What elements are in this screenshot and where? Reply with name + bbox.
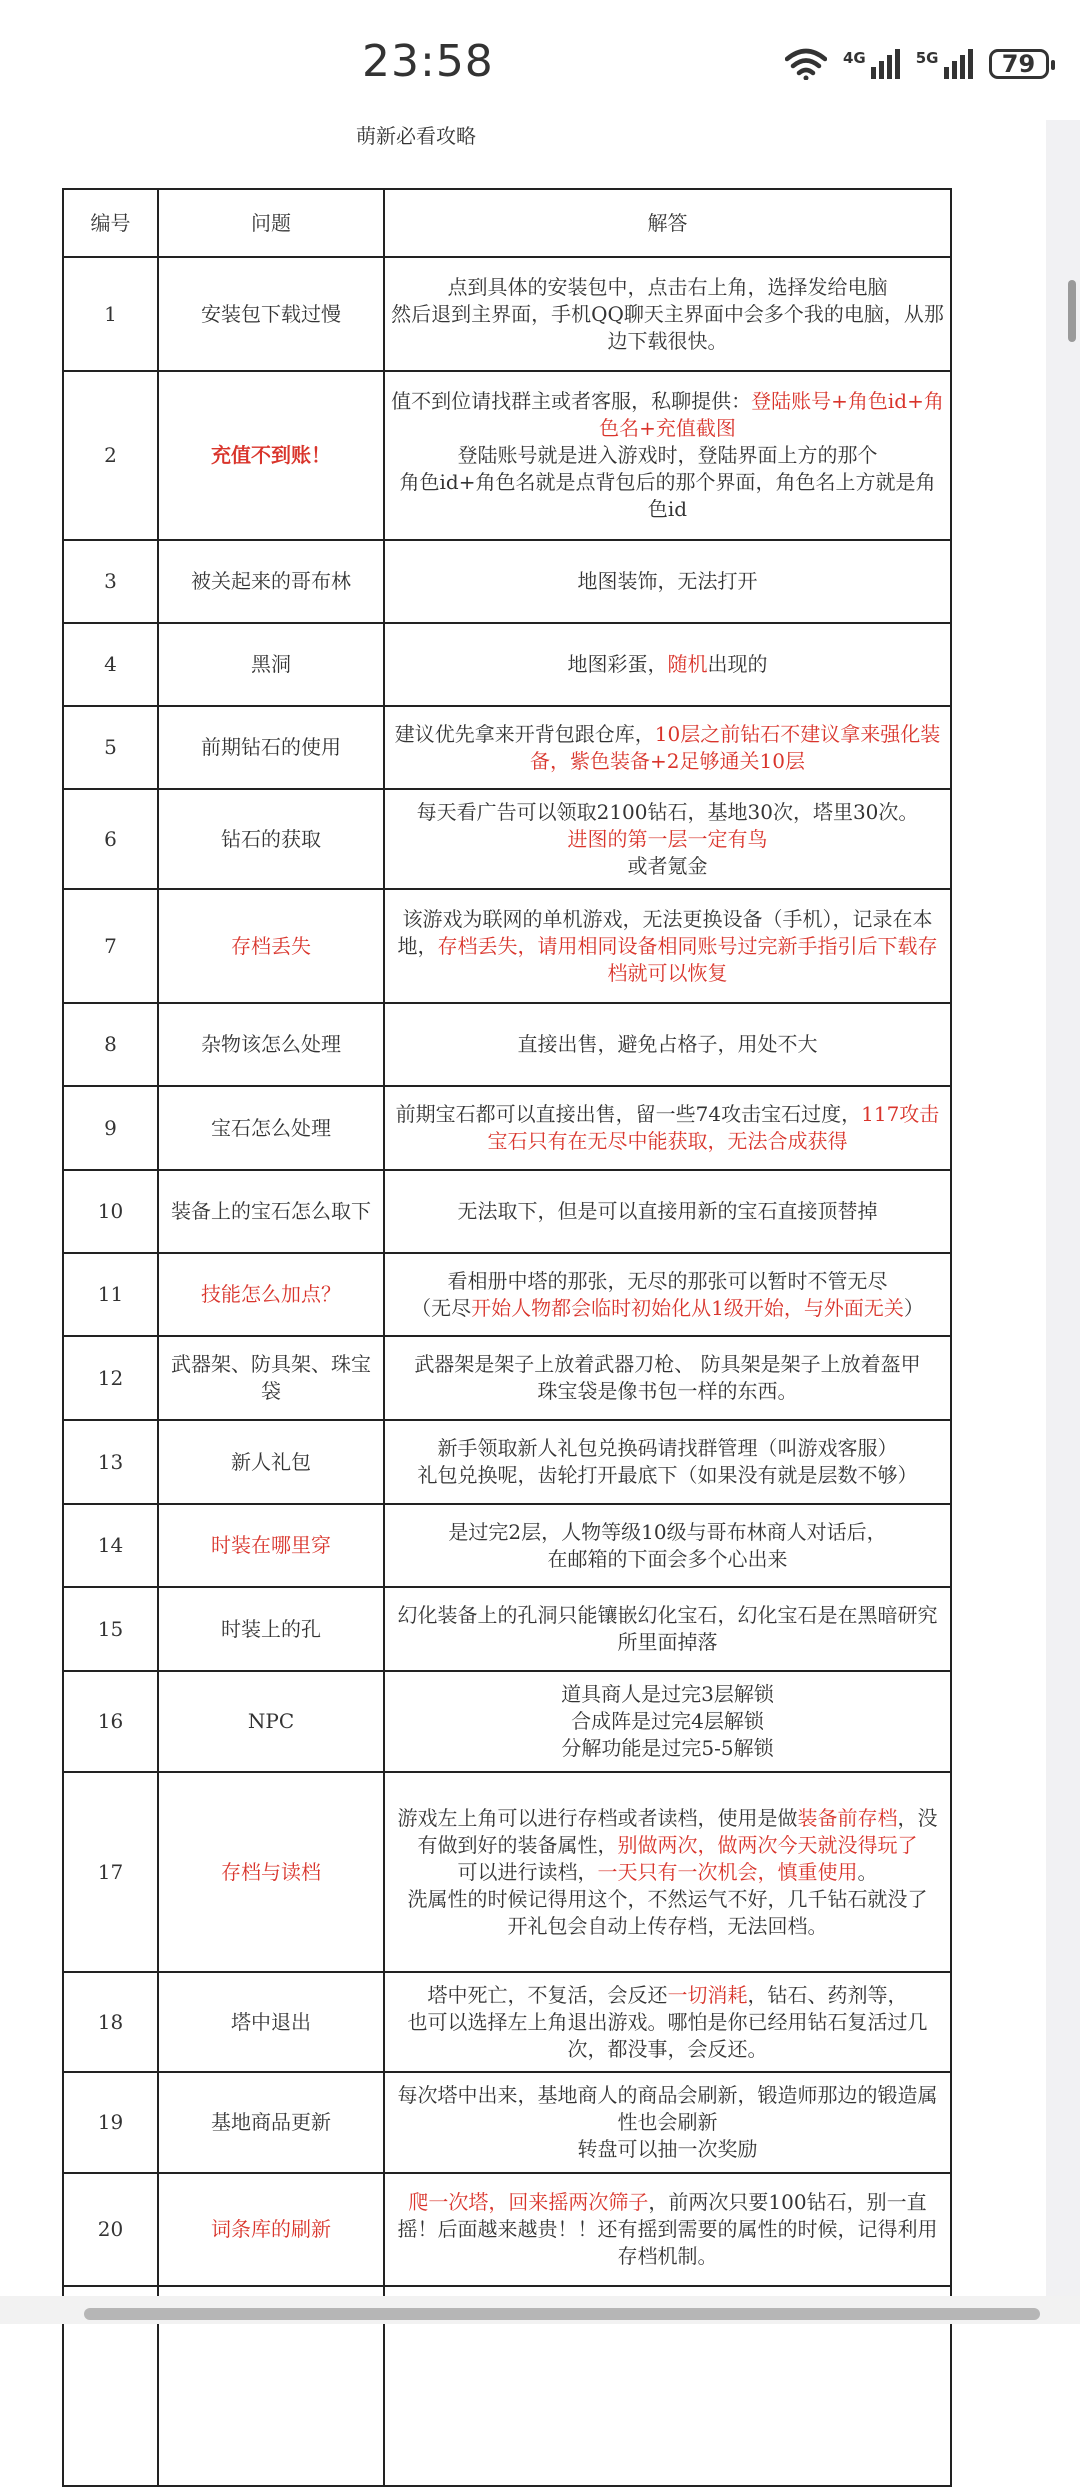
row-number: 11	[63, 1253, 158, 1336]
row-question: 被关起来的哥布林	[158, 540, 384, 623]
answer-text: 角色id+角色名就是点背包后的那个界面，角色名上方就是角色id	[399, 470, 936, 521]
answer-text: 点到具体的安装包中，点击右上角，选择发给电脑	[447, 274, 888, 299]
answer-line	[391, 1708, 944, 1735]
row-question: NPC	[158, 1671, 384, 1772]
signal-4g-icon	[843, 49, 900, 79]
answer-line	[391, 1546, 944, 1573]
answer-text: ，前两次只要100钻石，别一直摇！后面越来越贵！！还有摇到需要的属性的时候，记得利用存档机制。	[397, 2190, 938, 2268]
signal-4g-label: 4G	[843, 49, 866, 67]
row-answer	[384, 1772, 951, 1972]
answer-text: 转盘可以抽一次奖励	[577, 2137, 758, 2161]
table-row	[63, 1587, 951, 1671]
answer-text: 无法取下，但是可以直接用新的宝石直接顶替掉	[457, 1199, 878, 1223]
answer-text: ）	[903, 1295, 924, 1320]
row-question: 技能怎么加点？	[158, 1253, 384, 1336]
signal-5g-icon	[916, 49, 973, 79]
answer-text: 游戏左上角可以进行存档或者读档，使用是做	[397, 1805, 798, 1830]
clock: 23:58	[362, 36, 494, 87]
horizontal-scrollbar-thumb[interactable]	[84, 2308, 1040, 2320]
answer-highlight: 爬一次塔，回来摇两次筛子	[408, 2190, 649, 2214]
answer-highlight: 别做两次，做两次今天就没得玩了	[617, 1832, 918, 1857]
row-question: 前期钻石的使用	[158, 706, 384, 789]
answer-text: 礼包兑换呢，齿轮打开最底下（如果没有就是层数不够）	[417, 1463, 918, 1487]
answer-line	[391, 1351, 944, 1378]
table-row	[63, 1253, 951, 1336]
answer-text: 该游戏为联网的单机游戏，无法更换设备（手机），记录在本地，	[397, 906, 933, 958]
row-question: 充值不到账！	[158, 371, 384, 540]
row-question: 安装包下载过慢	[158, 257, 384, 371]
answer-line	[391, 1519, 944, 1546]
row-answer	[384, 1003, 951, 1086]
answer-line	[391, 1982, 944, 2009]
answer-text: （无尽	[411, 1295, 472, 1320]
row-number: 3	[63, 540, 158, 623]
row-answer	[384, 1671, 951, 1772]
answer-text: ，没有做到好的装备属性，	[417, 1805, 938, 1857]
row-answer	[384, 889, 951, 1003]
table-row	[63, 1336, 951, 1420]
answer-text: 在邮箱的下面会多个心出来	[547, 1546, 788, 1571]
answer-highlight: 进图的第一层一定有鸟	[567, 826, 768, 851]
answer-highlight: 装备前存档	[797, 1805, 898, 1830]
answer-text: 也可以选择左上角退出游戏。哪怕是你已经用钻石复活过几次，都没事，会反还。	[407, 2009, 928, 2061]
status-bar	[0, 0, 1080, 110]
answer-text: 新手领取新人礼包兑换码请找群管理（叫游戏客服）	[437, 1436, 898, 1460]
answer-text: 是过完2层，人物等级10级与哥布林商人对话后，	[448, 1519, 887, 1544]
answer-line	[391, 721, 944, 775]
answer-line	[391, 1101, 944, 1155]
answer-text: 每天看广告可以领取2100钻石，基地30次，塔里30次。	[416, 799, 919, 824]
row-question: 钻石的获取	[158, 789, 384, 889]
answer-line	[391, 1735, 944, 1762]
row-number: 14	[63, 1504, 158, 1587]
document-title: 萌新必看攻略	[356, 124, 476, 148]
row-number: 12	[63, 1336, 158, 1420]
row-number: 19	[63, 2072, 158, 2173]
table-header-row	[63, 189, 951, 257]
row-answer	[384, 789, 951, 889]
answer-text: 出现的	[707, 652, 768, 676]
answer-text: 每次塔中出来，基地商人的商品会刷新，锻造师那边的锻造属性也会刷新	[397, 2083, 938, 2134]
row-number: 1	[63, 257, 158, 371]
table-row	[63, 1972, 951, 2072]
row-answer	[384, 371, 951, 540]
answer-line	[391, 568, 944, 595]
answer-highlight: 10层之前钻石不建议拿来强化装备，紫色装备+2足够通关10层	[530, 721, 941, 773]
answer-text: 武器架是架子上放着武器刀枪、 防具架是架子上放着盔甲	[414, 1352, 921, 1376]
table-row	[63, 1671, 951, 1772]
answer-line	[391, 2189, 944, 2270]
answer-line	[391, 2082, 944, 2136]
answer-highlight: 一切消耗	[667, 1982, 748, 2007]
battery-level: 79	[1001, 50, 1036, 78]
answer-highlight: 117攻击宝石只有在无尽中能获取，无法合成获得	[487, 1102, 940, 1153]
answer-line	[391, 2009, 944, 2063]
table-row	[63, 1420, 951, 1504]
answer-text: 分解功能是过完5-5解锁	[561, 1736, 774, 1760]
table-row	[63, 1003, 951, 1086]
table-row	[63, 1772, 951, 1972]
row-answer	[384, 540, 951, 623]
table-row	[63, 1504, 951, 1587]
wifi-icon	[785, 48, 827, 80]
row-question: 存档与读档	[158, 1772, 384, 1972]
answer-text: 。	[857, 1859, 878, 1884]
answer-text: 直接出售，避免占格子，用处不大	[517, 1032, 818, 1056]
row-number: 13	[63, 1420, 158, 1504]
row-answer	[384, 257, 951, 371]
row-answer	[384, 623, 951, 706]
answer-text: 看相册中塔的那张，无尽的那张可以暂时不管无尽	[447, 1268, 888, 1293]
row-question: 基地商品更新	[158, 2072, 384, 2173]
row-number: 20	[63, 2173, 158, 2286]
answer-text: 建议优先拿来开背包跟仓库，	[394, 721, 655, 746]
answer-highlight: 存档丢失，请用相同设备相同账号过完新手指引后下载存档就可以恢复	[437, 933, 938, 985]
answer-highlight: 登陆账号+角色id+角色名+充值截图	[599, 389, 944, 440]
table-row	[63, 789, 951, 889]
answer-line	[391, 469, 944, 523]
header-number: 编号	[63, 189, 158, 257]
answer-line	[391, 799, 944, 826]
answer-line	[391, 2136, 944, 2163]
table-row	[63, 623, 951, 706]
row-number: 16	[63, 1671, 158, 1772]
answer-line	[391, 1886, 944, 1913]
answer-text: 开礼包会自动上传存档，无法回档。	[507, 1913, 828, 1938]
guide-table	[62, 188, 952, 2487]
row-answer	[384, 2173, 951, 2286]
answer-line	[391, 1295, 944, 1322]
answer-line	[391, 1378, 944, 1405]
answer-text: 前期宝石都可以直接出售，留一些74攻击宝石过度，	[395, 1102, 862, 1126]
answer-line	[391, 1435, 944, 1462]
row-question: 时装上的孔	[158, 1587, 384, 1671]
answer-text: 合成阵是过完4层解锁	[571, 1709, 764, 1733]
answer-text: 塔中死亡，不复活，会反还	[427, 1982, 668, 2007]
row-number: 7	[63, 889, 158, 1003]
guide-table-wrapper	[62, 188, 950, 2487]
answer-line	[391, 1031, 944, 1058]
answer-text: 地图彩蛋，	[567, 652, 668, 676]
table-row	[63, 2072, 951, 2173]
answer-highlight: 一天只有一次机会，慎重使用	[597, 1859, 858, 1884]
answer-text: 登陆账号就是进入游戏时，登陆界面上方的那个	[457, 443, 878, 467]
answer-text: 洗属性的时候记得用这个，不然运气不好，几千钻石就没了	[407, 1886, 928, 1911]
answer-text: 地图装饰，无法打开	[577, 569, 758, 593]
row-question: 新人礼包	[158, 1420, 384, 1504]
row-answer	[384, 1587, 951, 1671]
answer-line	[391, 1462, 944, 1489]
row-question: 武器架、防具架、珠宝袋	[158, 1336, 384, 1420]
answer-text: 道具商人是过完3层解锁	[561, 1682, 774, 1706]
vertical-scrollbar-thumb[interactable]	[1068, 280, 1076, 342]
answer-line	[391, 442, 944, 469]
row-number: 2	[63, 371, 158, 540]
row-question: 存档丢失	[158, 889, 384, 1003]
row-answer	[384, 1086, 951, 1170]
row-number: 4	[63, 623, 158, 706]
row-number: 5	[63, 706, 158, 789]
row-question: 词条库的刷新	[158, 2173, 384, 2286]
page-gutter	[1046, 120, 1080, 2324]
answer-line	[391, 274, 944, 301]
signal-5g-label: 5G	[915, 49, 939, 67]
row-answer	[384, 1972, 951, 2072]
answer-line	[391, 1681, 944, 1708]
row-number: 9	[63, 1086, 158, 1170]
answer-text: 值不到位请找群主或者客服，私聊提供：	[391, 389, 752, 413]
answer-text: 或者氪金	[627, 853, 708, 878]
row-number: 17	[63, 1772, 158, 1972]
answer-line	[391, 301, 944, 355]
table-row	[63, 371, 951, 540]
answer-text: 珠宝袋是像书包一样的东西。	[537, 1379, 798, 1403]
row-number: 10	[63, 1170, 158, 1253]
answer-line	[391, 651, 944, 678]
row-number: 8	[63, 1003, 158, 1086]
header-answer: 解答	[384, 189, 951, 257]
table-row	[63, 1170, 951, 1253]
answer-line	[391, 1805, 944, 1859]
answer-text: 幻化装备上的孔洞只能镶嵌幻化宝石，幻化宝石是在黑暗研究所里面掉落	[397, 1603, 938, 1654]
answer-line	[391, 1602, 944, 1656]
answer-line	[391, 906, 944, 987]
row-answer	[384, 706, 951, 789]
row-answer	[384, 1253, 951, 1336]
answer-line	[391, 853, 944, 880]
row-answer	[384, 1504, 951, 1587]
answer-line	[391, 1268, 944, 1295]
row-question: 黑洞	[158, 623, 384, 706]
row-question: 塔中退出	[158, 1972, 384, 2072]
row-question: 杂物该怎么处理	[158, 1003, 384, 1086]
row-question: 宝石怎么处理	[158, 1086, 384, 1170]
row-answer	[384, 2072, 951, 2173]
answer-text: ，钻石、药剂等，	[747, 1982, 908, 2007]
battery-icon	[989, 49, 1049, 79]
row-question: 时装在哪里穿	[158, 1504, 384, 1587]
row-question: 装备上的宝石怎么取下	[158, 1170, 384, 1253]
answer-text: 可以进行读档，	[457, 1859, 598, 1884]
table-row	[63, 540, 951, 623]
table-row	[63, 257, 951, 371]
header-question: 问题	[158, 189, 384, 257]
answer-highlight: 开始人物都会临时初始化从1级开始，与外面无关	[471, 1295, 904, 1320]
row-answer	[384, 1420, 951, 1504]
table-row	[63, 2173, 951, 2286]
table-row	[63, 706, 951, 789]
answer-line	[391, 388, 944, 442]
row-answer	[384, 1336, 951, 1420]
status-icons	[785, 44, 1049, 84]
row-number: 6	[63, 789, 158, 889]
answer-line	[391, 1198, 944, 1225]
answer-line	[391, 1859, 944, 1886]
row-number: 15	[63, 1587, 158, 1671]
answer-highlight: 随机	[667, 652, 708, 676]
table-row	[63, 1086, 951, 1170]
table-row	[63, 889, 951, 1003]
row-answer	[384, 1170, 951, 1253]
answer-text: 然后退到主界面，手机QQ聊天主界面中会多个我的电脑，从那边下载很快。	[391, 301, 944, 353]
answer-line	[391, 1913, 944, 1940]
row-number: 18	[63, 1972, 158, 2072]
answer-line	[391, 826, 944, 853]
